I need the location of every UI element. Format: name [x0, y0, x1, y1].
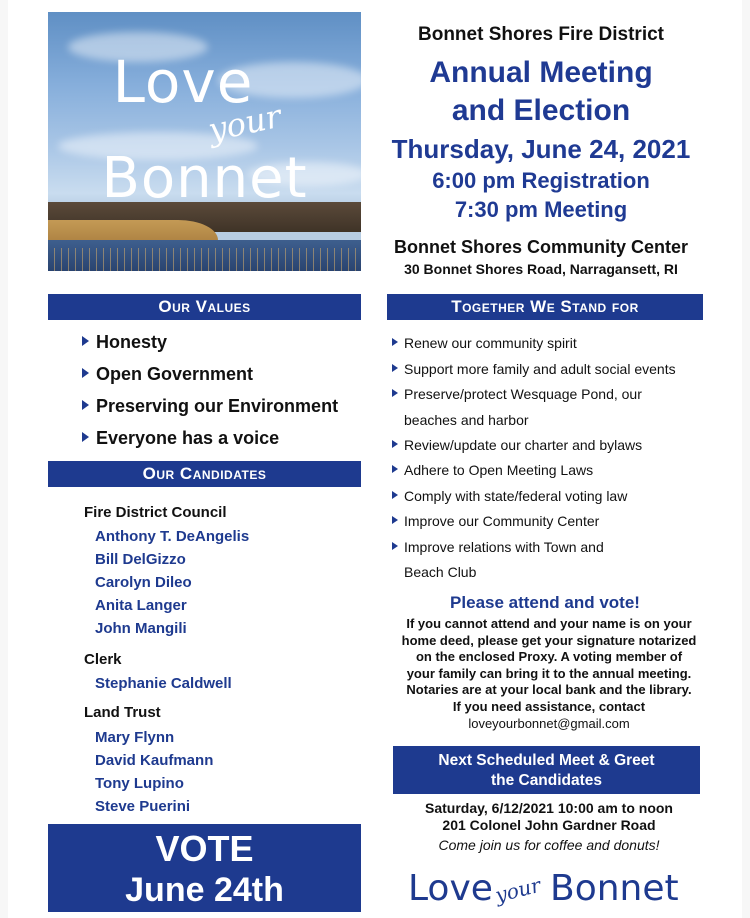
candidate-name: Carolyn Dileo — [95, 574, 192, 591]
meet-location: 201 Colonel John Gardner Road — [442, 817, 656, 833]
stand-heading: Together We Stand for — [387, 294, 703, 320]
attend-line: your family can bring it to the annual meeting. — [406, 665, 692, 681]
list-item — [82, 396, 338, 417]
attend-heading: Please attend and vote! — [450, 593, 640, 612]
bullet-icon — [82, 368, 89, 378]
stand-label: Review/update our charter and bylaws — [404, 437, 643, 453]
meet-greet-banner — [393, 746, 700, 794]
meet-invite: Come join us for coffee and donuts! — [438, 837, 660, 853]
bullet-icon — [392, 491, 398, 499]
event-title-line2: and Election — [451, 94, 631, 127]
list-item-continued — [404, 412, 529, 428]
footer-your: your — [492, 872, 544, 908]
candidate-name: Tony Lupino — [95, 775, 184, 792]
hero-bonnet-text: Bonnet — [101, 146, 308, 211]
attend-line: Notaries are at your local bank and the library. — [406, 682, 692, 698]
list-item — [392, 361, 676, 377]
hero-photo — [48, 12, 361, 271]
meet-line2: the Candidates — [490, 772, 603, 789]
bullet-icon — [82, 432, 89, 442]
bullet-icon — [392, 440, 398, 448]
clerk-label: Clerk — [84, 651, 122, 668]
meet-datetime: Saturday, 6/12/2021 10:00 am to noon — [425, 800, 673, 816]
list-item — [392, 386, 642, 402]
council-label: Fire District Council — [84, 504, 227, 521]
candidate-name: Stephanie Caldwell — [95, 675, 232, 692]
bullet-icon — [392, 338, 398, 346]
list-item — [392, 335, 577, 351]
stand-label: Adhere to Open Meeting Laws — [404, 462, 594, 478]
bullet-icon — [82, 400, 89, 410]
attend-line: on the enclosed Proxy. A voting member of — [415, 649, 683, 665]
candidate-name: Mary Flynn — [95, 729, 175, 746]
stand-label: Preserve/protect Wesquage Pond, our — [404, 386, 642, 402]
list-item-continued — [404, 564, 476, 580]
district-name: Bonnet Shores Fire District — [418, 24, 664, 45]
candidate-name: Bill DelGizzo — [95, 551, 186, 568]
values-heading: Our Values — [48, 294, 361, 320]
stand-label: Beach Club — [404, 564, 477, 580]
bullet-icon — [392, 389, 398, 397]
list-item — [82, 332, 167, 353]
event-title-line1: Annual Meeting — [429, 56, 653, 89]
list-item — [82, 364, 253, 385]
list-item — [392, 437, 642, 453]
value-label: Open Government — [96, 364, 254, 384]
meeting-time: 7:30 pm Meeting — [454, 197, 628, 222]
list-item — [392, 462, 593, 478]
stand-label: Improve relations with Town and — [404, 539, 604, 555]
footer-bonnet: Bonnet — [550, 868, 679, 909]
value-label: Honesty — [96, 332, 168, 352]
land-trust-label: Land Trust — [84, 704, 161, 721]
candidate-name: David Kaufmann — [95, 752, 214, 769]
reeds — [48, 248, 361, 271]
bullet-icon — [392, 542, 398, 550]
event-title — [382, 54, 700, 130]
list-item — [82, 428, 279, 449]
meet-line1: Next Scheduled Meet & Greet — [438, 752, 655, 769]
list-item — [392, 513, 599, 529]
footer-logo — [408, 868, 688, 914]
list-item — [392, 488, 627, 504]
stand-label: Renew our community spirit — [404, 335, 577, 351]
attend-line: home deed, please get your signature notarized — [401, 632, 697, 648]
value-label: Preserving our Environment — [96, 396, 339, 416]
contact-email[interactable]: loveyourbonnet@gmail.com — [468, 715, 630, 731]
value-label: Everyone has a voice — [96, 428, 280, 448]
stand-label: Support more family and adult social events — [404, 361, 676, 377]
attend-line: If you need assistance, contact — [452, 698, 646, 714]
stand-label: beaches and harbor — [404, 412, 529, 428]
vote-line1: VOTE — [155, 828, 254, 869]
candidate-name: Anita Langer — [95, 597, 187, 614]
candidate-name: Anthony T. DeAngelis — [95, 528, 250, 545]
attend-instructions — [390, 616, 708, 732]
stand-label: Comply with state/federal voting law — [404, 488, 628, 504]
stand-label: Improve our Community Center — [404, 513, 600, 529]
list-item — [392, 539, 604, 555]
venue-address: 30 Bonnet Shores Road, Narragansett, RI — [404, 261, 678, 277]
hero-love-text: Love — [112, 48, 254, 116]
bullet-icon — [82, 336, 89, 346]
venue-name: Bonnet Shores Community Center — [393, 237, 689, 257]
hero-your-text: your — [204, 96, 285, 150]
bullet-icon — [392, 364, 398, 372]
registration-time: 6:00 pm Registration — [432, 168, 650, 193]
bullet-icon — [392, 516, 398, 524]
candidates-heading: Our Candidates — [48, 461, 361, 487]
vote-line2: June 24th — [125, 871, 284, 909]
candidate-name: John Mangili — [95, 620, 187, 637]
bullet-icon — [392, 465, 398, 473]
vote-banner — [48, 824, 361, 912]
footer-love: Love — [408, 868, 493, 909]
candidate-name: Steve Puerini — [95, 798, 191, 815]
attend-line: If you cannot attend and your name is on your — [406, 616, 692, 631]
event-date: Thursday, June 24, 2021 — [391, 134, 691, 164]
